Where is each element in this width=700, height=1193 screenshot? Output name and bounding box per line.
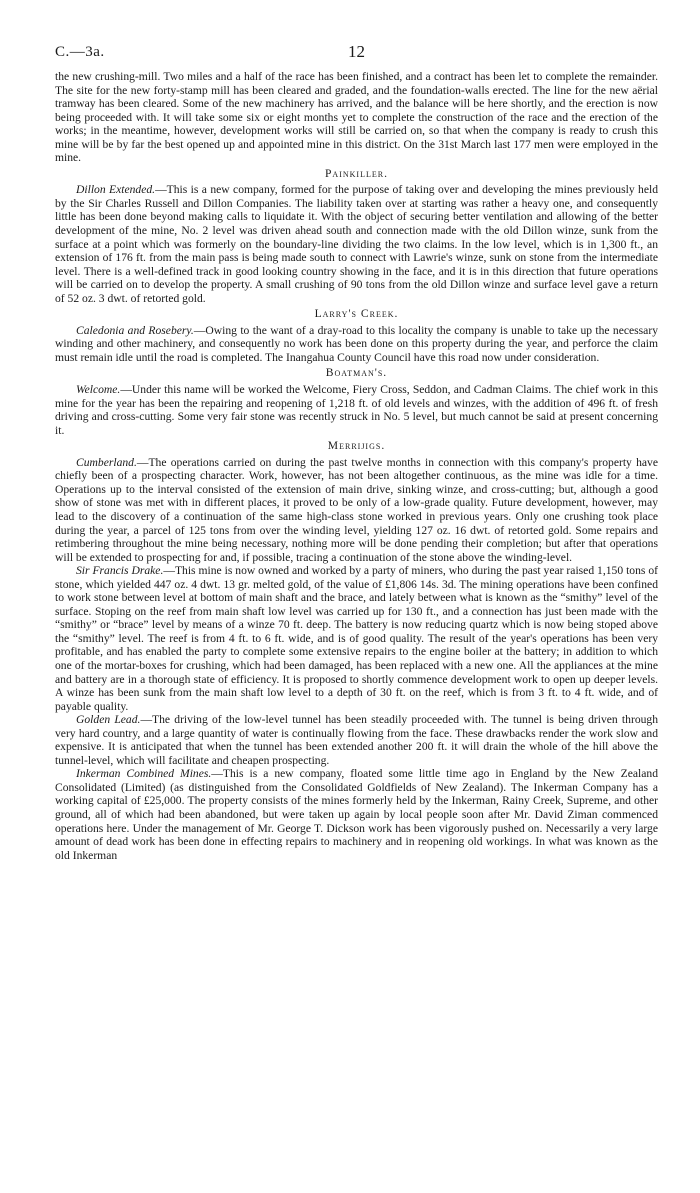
mine-name: Sir Francis Drake. bbox=[76, 564, 164, 578]
mine-name: Cumberland. bbox=[76, 455, 137, 469]
document-body bbox=[55, 70, 658, 862]
section-heading-larrys-creek: Larry's Creek. bbox=[314, 307, 399, 321]
mine-name: Dillon Extended. bbox=[76, 183, 156, 197]
section-heading-painkiller: Painkiller. bbox=[324, 166, 388, 180]
mine-name: Inkerman Combined Mines. bbox=[76, 767, 212, 781]
mine-name: Caledonia and Rosebery. bbox=[76, 323, 194, 337]
page-number: 12 bbox=[348, 42, 365, 61]
paragraph bbox=[55, 767, 658, 862]
paragraph bbox=[55, 383, 658, 437]
paragraph-text: the new crushing-mill. Two miles and a half of the race has been finished, and a contract has been let to complete the remainder. The site for the new forty-stamp mill has been cleared and graded, and the foundation-walls erected. The line for the new aërial tramway has been cleared. Some of the new machinery has arrived, and the balance will be here shortly, and the erection is now being proceeded with. It will take some six or eight months yet to complete the construction of the race and the erection of the works; in the meantime, however, development works will still be carried on, so that when the company is ready to crush this mine will be by far the best opened up and appointed mine in this district. On the 31st March last 177 men were employed in the mine. bbox=[55, 70, 658, 165]
section-heading-boatmans: Boatman's. bbox=[325, 366, 388, 380]
paragraph-text: —Owing to the want of a dray-road to this locality the company is unable to take up the necessary winding and other machinery, and consequently no work has been done on this property during the year, and perforce the claim must remain idle until the road is completed. The Inangahua County Council have this road now under consideration. bbox=[55, 323, 658, 364]
paragraph bbox=[55, 70, 658, 165]
paragraph-text: —This mine is now owned and worked by a party of miners, who during the past year raised 1,150 tons of stone, which yielded 447 oz. 4 dwt. 13 gr. melted gold, of the value of £1,806 14s. 3d. The mining operations have been confined to work stone between level at bottom of main shaft and the brace, and lately between what is known as the “smithy” level of the surface. Stoping on the reef from main shaft low level was carried up for 130 ft., and a connection has just been made with the “smithy” or “brace” level by means of a winze 70 ft. deep. The battery is now reducing quartz which is now being stoped above the “smithy” level. The reef is from 4 ft. to 6 ft. wide, and is of good quality. The result of the year's operations has been very profitable, and has enabled the party to complete some extensive repairs to the engine boiler at the battery; in addition to which one of the mortar-boxes for crushing, which had been damaged, has been replaced with a new one. All the appliances at the mine and battery are in a thorough state of efficiency. It is proposed to shortly commence development work to open up deeper levels. A winze has been sunk from the main shaft low level to a depth of 30 ft. on the reef, which is from 3 ft. to 4 ft. wide, and of payable quality. bbox=[55, 564, 658, 713]
paragraph bbox=[55, 456, 658, 564]
paragraph bbox=[55, 713, 658, 767]
mine-name: Golden Lead. bbox=[76, 713, 141, 727]
mine-name: Welcome. bbox=[76, 383, 121, 397]
document-page bbox=[55, 36, 658, 862]
paragraph-text: —Under this name will be worked the Welcome, Fiery Cross, Seddon, and Cadman Claims. The chief work in this mine for the year has been the repairing and reopening of 1,218 ft. of old levels and winzes, with the addition of 496 ft. of fresh driving and cross-cutting. Some very fair stone was recently struck in No. 5 level, but much cannot be said at present concerning it. bbox=[55, 383, 658, 437]
paragraph bbox=[55, 324, 658, 365]
paragraph bbox=[55, 183, 658, 305]
document-reference: C.—3a. bbox=[55, 44, 105, 60]
paragraph-text: —The operations carried on during the past twelve months in connection with this company's property have chiefly been of a prospecting character. Work, however, has not been altogether continuous, as the mine was idle for a time. Operations up to the interval consisted of the extension of main drive, sinking winze, and cross-cutting; but, although a good show of stone was met with in different places, it proved to be only of a low-grade quality. Future development, however, may lead to the discovery of a continuation of the same high-class stone worked in previous years. Only one crushing took place during the year, a parcel of 125 tons from over the winding level, yielding 127 oz. 16 dwt. of retorted gold. Some repairs and retimbering throughout the mine being necessary, nothing more will be done pending their completion; but after that operations will be extended to prospecting for and, if possible, tracing a continuation of the stone above the winding-level. bbox=[55, 455, 658, 564]
paragraph-text: —This is a new company, formed for the purpose of taking over and developing the mines previously held by the Sir Charles Russell and Dillon Companies. The liability taken over at starting was rather a heavy one, and consequently little has been done beyond making calls to liquidate it. With the object of securing better ventilation and allowing of the better development of the mine, No. 2 level was driven ahead south and connection made with the old Dillon winze, sunk from the surface at a point which was formerly on the boundary-line dividing the two claims. In the low level, which is in 1,300 ft., an extension of 176 ft. from the main pass is being made south to connect with Lawrie's winze, sunk on stone from the intermediate level. There is a well-defined track in good looking country showing in the face, and it is in this direction that future operations will be carried on to develop the property. A small crushing of 90 tons from the old Dillon winze and surface level gave a return of 52 oz. 3 dwt. of retorted gold. bbox=[55, 183, 658, 305]
section-heading-merrijigs: Merrijigs. bbox=[327, 439, 386, 453]
paragraph-text: —This is a new company, floated some little time ago in England by the New Zealand Consolidated (Limited) (as distinguished from the Consolidated Goldfields of New Zealand). The Inkerman Company has a working capital of £25,000. The property consists of the mines formerly held by the Inkerman, Rainy Creek, Supreme, and other ground, all of which had been abandoned, but were taken up again by local people soon after Mr. David Ziman commenced operations here. Under the management of Mr. George T. Dickson work has been vigorously pushed on. Necessarily a very large amount of dead work has been done in effecting repairs to machinery and in reopening old workings. In what was known as the old Inkerman bbox=[55, 767, 658, 862]
paragraph bbox=[55, 564, 658, 713]
page-header bbox=[55, 36, 658, 70]
paragraph-text: —The driving of the low-level tunnel has been steadily proceeded with. The tunnel is being driven through very hard country, and a large quantity of water is continually flowing from the face. These drawbacks render the work slow and expensive. It is anticipated that when the tunnel has been extended another 200 ft. it will drain the whole of the hill above the tunnel-level, which will facilitate and cheapen prospecting. bbox=[55, 713, 659, 767]
